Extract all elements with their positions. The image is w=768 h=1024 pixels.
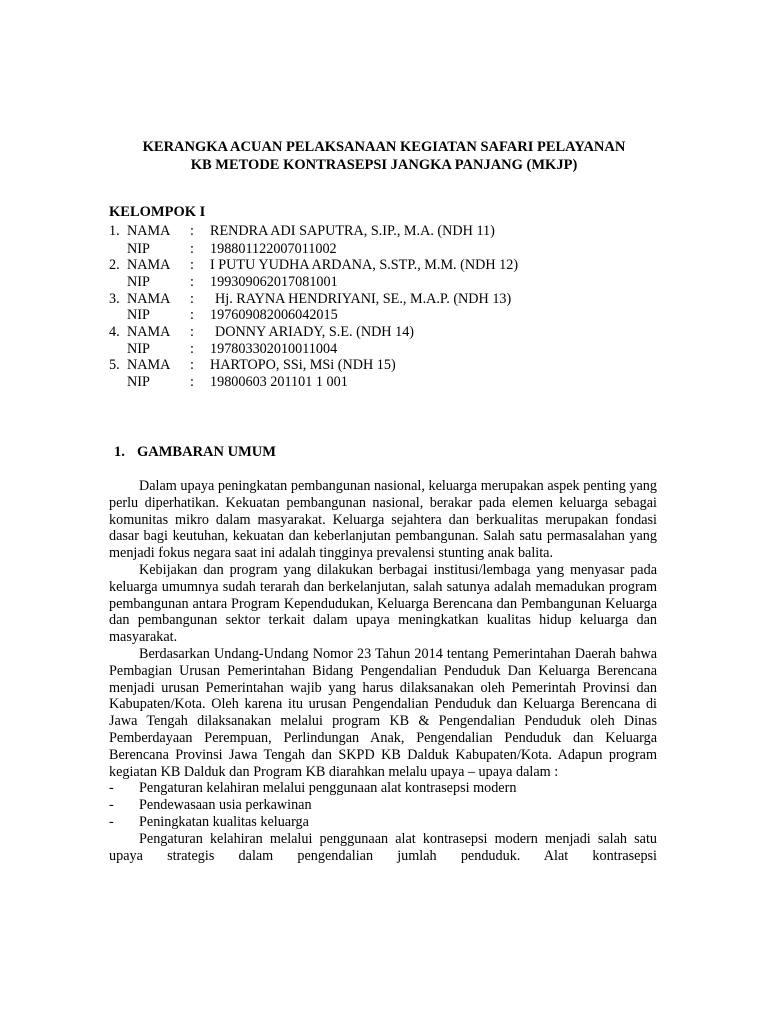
member-number: 2.	[109, 257, 120, 273]
member-name: RENDRA ADI SAPUTRA, S.IP., M.A. (NDH 11)	[210, 223, 495, 239]
name-label: NAMA	[127, 357, 171, 373]
list-item-text: Pengaturan kelahiran melalui penggunaan alat kontrasepsi modern	[139, 780, 517, 797]
name-label: NAMA	[127, 291, 171, 307]
list-item	[109, 797, 657, 814]
separator: :	[190, 307, 194, 323]
paragraph: Kebijakan dan program yang dilakukan berbagai institusi/lembaga yang menyasar pada keluarga umumnya sudah terarah dan berkelanjutan, salah satunya adalah memadukan program pembangunan antara Program Kependudukan, Keluarga Berencana dan Pembangunan Keluarga dan pembangunan sektor terkait dalam upaya meningkatkan kualitas hidup keluarga dan masyarakat.	[109, 561, 657, 646]
name-label: NAMA	[127, 257, 171, 273]
separator: :	[190, 374, 194, 390]
paragraph: Berdasarkan Undang-Undang Nomor 23 Tahun 2014 tentang Pemerintahan Daerah bahwa Pembagian Urusan Pemerintahan Bidang Pengendalian Penduduk Dan Keluarga Berencana menjadi urusan Pemerintahan wajib yang harus dilaksanakan oleh Pemerintah Provinsi dan Kabupaten/Kota. Oleh karena itu urusan Pengendalian Penduduk dan Keluarga Berencana di Jawa Tengah dilaksanakan melalui program KB & Pengendalian Penduduk oleh Dinas Pemberdayaan Perempuan, Perlindungan Anak, Pengendalian Penduduk dan Keluarga Berencana Provinsi Jawa Tengah dan SKPD KB Dalduk Kabupaten/Kota. Adapun program kegiatan KB Dalduk dan Program KB diarahkan melalu upaya – upaya dalam :	[109, 645, 657, 780]
list-marker: -	[109, 813, 114, 830]
member-name: I PUTU YUDHA ARDANA, S.STP., M.M. (NDH 12)	[210, 257, 519, 273]
member-name: DONNY ARIADY, S.E. (NDH 14)	[215, 324, 415, 340]
member-number: 3.	[109, 291, 120, 307]
paragraph: Dalam upaya peningkatan pembangunan nasional, keluarga merupakan aspek penting yang perlu diperhatikan. Kekuatan pembangunan nasional, berakar pada elemen keluarga sebagai komunitas mikro dalam masyarakat. Keluarga sejahtera dan berkualitas merupakan fondasi dasar bagi keutuhan, kekuatan dan keberlanjutan pembangunan. Salah satu permasalahan yang menjadi fokus negara saat ini adalah tingginya prevalensi stunting anak balita.	[109, 478, 657, 562]
nip-label: NIP	[127, 374, 150, 390]
member-number: 4.	[109, 324, 120, 340]
name-label: NAMA	[127, 223, 171, 239]
list-item-text: Pendewasaan usia perkawinan	[139, 797, 312, 814]
nip-label: NIP	[127, 274, 150, 290]
nip-label: NIP	[127, 341, 150, 357]
section-body	[109, 478, 657, 864]
section-title: GAMBARAN UMUM	[137, 444, 276, 460]
separator: :	[190, 357, 194, 373]
paragraph: Pengaturan kelahiran melalui penggunaan alat kontrasepsi modern menjadi salah satu upaya strategis dalam pengendalian jumlah penduduk. Alat kontrasepsi	[109, 830, 657, 864]
member-nip: 197609082006042015	[210, 307, 338, 323]
separator: :	[190, 274, 194, 290]
nip-label: NIP	[127, 307, 150, 323]
member-name-row	[109, 323, 669, 341]
member-number: 1.	[109, 223, 120, 239]
separator: :	[190, 291, 194, 307]
document-title-line-2: KB METODE KONTRASEPSI JANGKA PANJANG (MKJP)	[190, 157, 578, 173]
member-name: HARTOPO, SSi, MSi (NDH 15)	[210, 357, 396, 373]
group-heading: KELOMPOK I	[109, 204, 206, 220]
member-name-row	[109, 256, 669, 274]
member-nip: 19800603 201101 1 001	[210, 374, 348, 390]
separator: :	[190, 324, 194, 340]
name-label: NAMA	[127, 324, 171, 340]
list-marker: -	[109, 780, 114, 797]
list-item	[109, 814, 657, 831]
member-nip: 198801122007011002	[210, 241, 337, 257]
member-nip: 199309062017081001	[210, 274, 338, 290]
list-item	[109, 780, 657, 797]
member-nip-row	[109, 306, 669, 324]
list-marker: -	[109, 797, 114, 814]
member-name-row	[109, 356, 669, 374]
member-name-row	[109, 222, 669, 240]
member-name: Hj. RAYNA HENDRIYANI, SE., M.A.P. (NDH 13)	[215, 291, 512, 307]
member-nip-row	[109, 273, 669, 291]
separator: :	[190, 223, 194, 239]
member-number: 5.	[109, 357, 120, 373]
member-nip-row	[109, 373, 669, 391]
section-number: 1.	[114, 444, 125, 460]
member-nip: 197803302010011004	[210, 341, 338, 357]
separator: :	[190, 341, 194, 357]
document-title-line-1: KERANGKA ACUAN PELAKSANAAN KEGIATAN SAFARI PELAYANAN	[142, 139, 626, 155]
separator: :	[190, 241, 194, 257]
nip-label: NIP	[127, 241, 150, 257]
list-item-text: Peningkatan kualitas keluarga	[139, 813, 309, 830]
separator: :	[190, 257, 194, 273]
